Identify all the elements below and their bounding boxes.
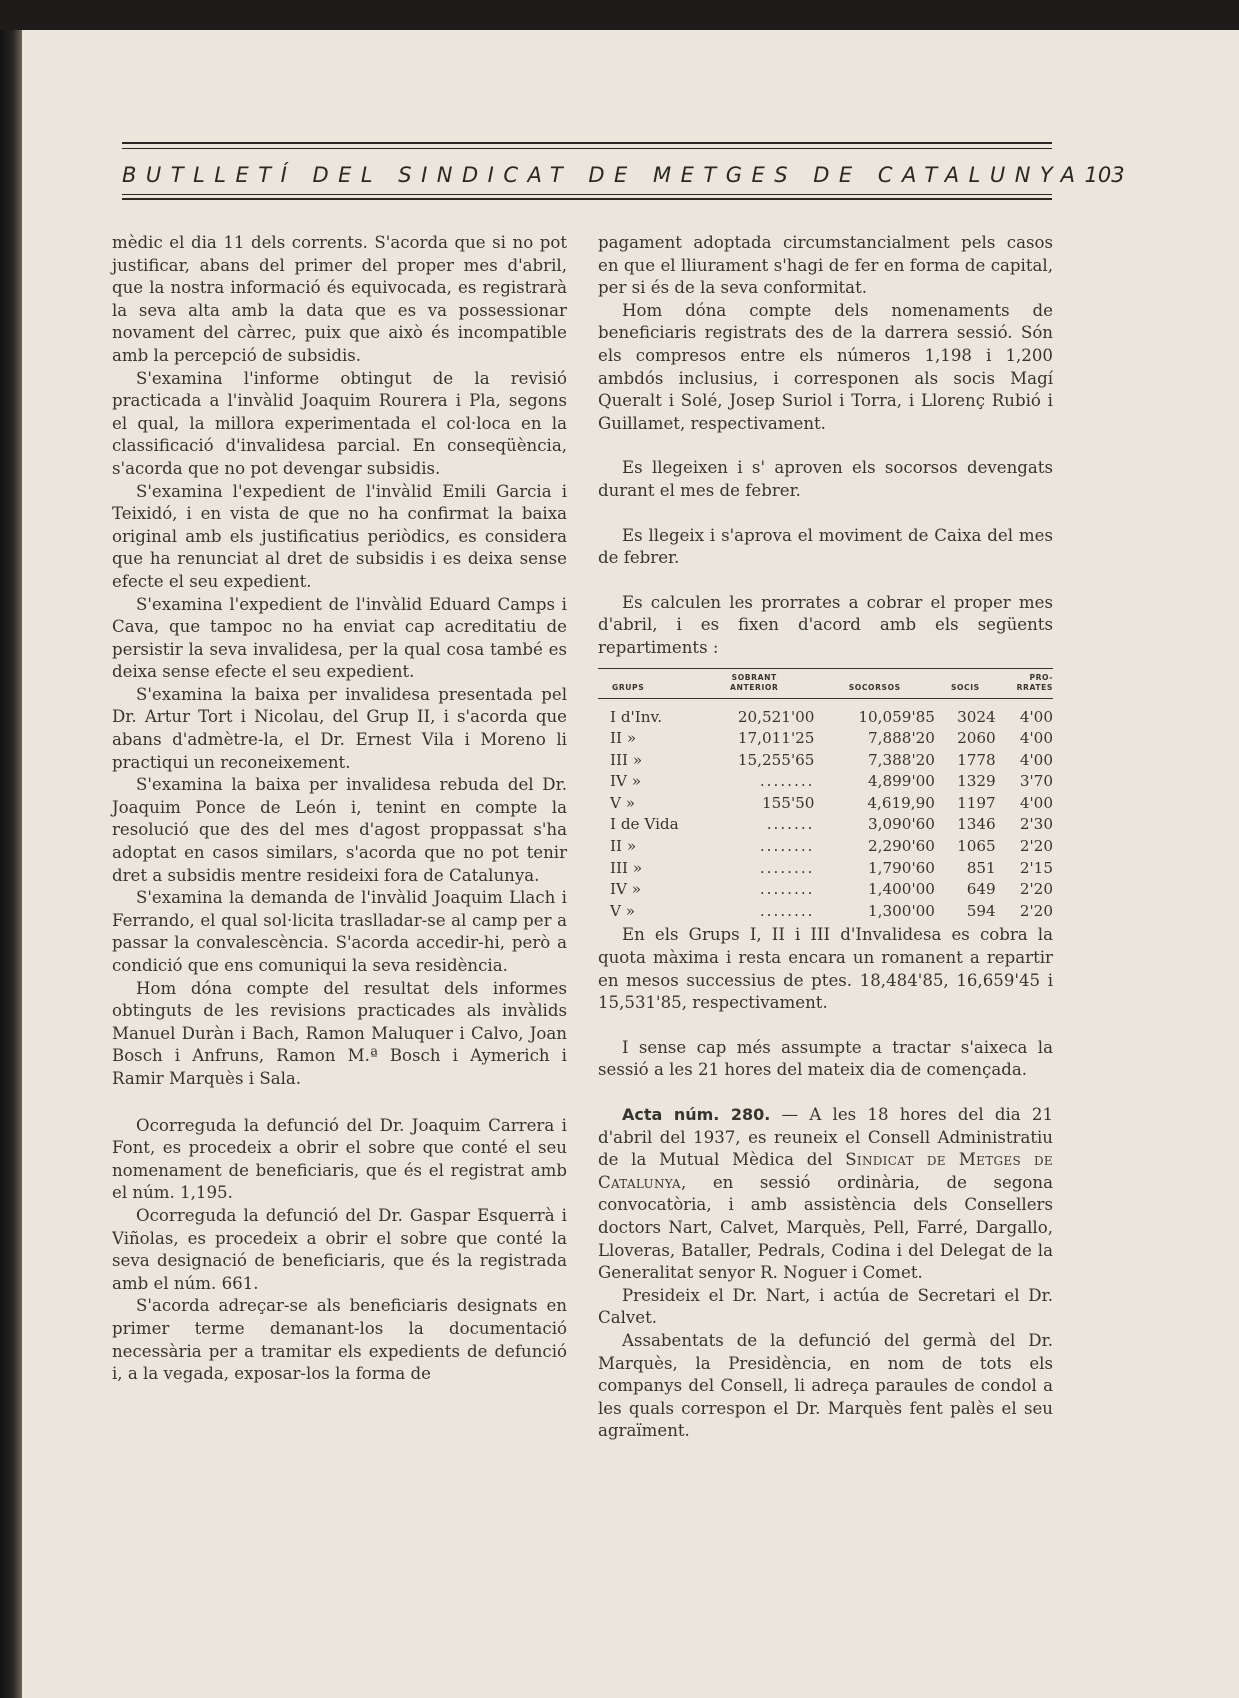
- socis-cell: 851: [966, 858, 996, 877]
- running-header: [122, 160, 1125, 190]
- paragraph: S'examina l'expedient de l'invàlid Emili Garcia i Teixidó, i en vista de que no ha confirmat la baixa original amb els justificatius periòdics, es considera que ha renunciat al dret de subsidis i es deixa sense efecte el seu expedient.: [112, 481, 567, 591]
- sobrant-cell: ........: [759, 772, 815, 791]
- grup-cell: IV »: [610, 880, 642, 899]
- grup-cell: III »: [610, 750, 643, 769]
- socis-cell: 1778: [957, 750, 996, 769]
- paragraph: S'examina l'expedient de l'invàlid Eduard Camps i Cava, que tampoc no ha enviat cap acreditatiu de persistir la seva invalidesa, per la qual cosa també es deixa sense efecte el seu expedient.: [112, 594, 567, 682]
- prorrata-cell: 3'70: [1019, 772, 1053, 791]
- socorsos-cell: 7,388'20: [867, 750, 935, 769]
- socorsos-cell: 4,619,90: [867, 793, 935, 812]
- paragraph: S'examina la baixa per invalidesa rebuda del Dr. Joaquim Ponce de León i, tenint en compte la resolució que des del mes d'agost proppassat s'ha adoptat en casos similars, s'acorda que no pot tenir dret a subsidis mentre resideixi fora de Catalunya.: [112, 775, 567, 885]
- socorsos-cell: 1,790'60: [867, 858, 935, 877]
- prorrata-cell: 2'20: [1019, 837, 1053, 856]
- socorsos-cell: 1,400'00: [867, 880, 935, 899]
- paragraph: S'acorda adreçar-se als beneficiaris designats en primer terme demanant-los la documentació necessària per a tramitar els expedients de defunció i, a la vegada, exposar-los la forma de: [112, 1296, 567, 1384]
- table-header-row: [598, 668, 1053, 698]
- header-rule-bottom-thin: [122, 194, 1052, 195]
- paragraph: Ocorreguda la defunció del Dr. Joaquim Carrera i Font, es procedeix a obrir el sobre que conté el seu nomenament de beneficiaris, que és el registrat amb el núm. 1,195.: [112, 1115, 567, 1203]
- sobrant-cell: ........: [759, 858, 815, 877]
- paragraph: Hom dóna compte del resultat dels informes obtinguts de les revisions practicades als invàlids Manuel Duràn i Bach, Ramon Maluquer i Calvo, Joan Bosch i Anfruns, Ramon M.ª Bosch i Aymerich i Ramir Marquès i Sala.: [112, 978, 567, 1088]
- table-row: [598, 901, 1053, 923]
- prorrata-cell: 4'00: [1019, 793, 1053, 812]
- table-row: [598, 750, 1053, 772]
- header-rule-top-thin: [122, 148, 1052, 149]
- grup-cell: V »: [610, 901, 636, 920]
- table-row: [598, 879, 1053, 901]
- header-grups: GRUPS: [598, 668, 694, 698]
- prorrata-cell: 2'20: [1019, 901, 1053, 920]
- table-row: [598, 793, 1053, 815]
- sobrant-cell: .......: [766, 815, 815, 834]
- paragraph: En els Grups I, II i III d'Invalidesa es cobra la quota màxima i resta encara un romanent a repartir en mesos successius de ptes. 18,484'85, 16,659'45 i 15,531'85, respectivament.: [598, 925, 1053, 1013]
- socorsos-cell: 7,888'20: [867, 729, 935, 748]
- prorrata-cell: 2'30: [1019, 815, 1053, 834]
- sobrant-cell: 155'50: [761, 793, 815, 812]
- paragraph: mèdic el dia 11 dels corrents. S'acorda que si no pot justificar, abans del primer del proper mes d'abril, que la nostra informació és equivocada, es registrarà la seva alta amb la data que es va possessionar novament del càrrec, puix que això és incompatible amb la percepció de subsidis.: [112, 233, 567, 365]
- right-column: [598, 232, 1053, 1443]
- socis-cell: 649: [966, 880, 996, 899]
- sobrant-cell: ........: [759, 837, 815, 856]
- sindicat-name: Sindicat de Metges de Catalunya: [598, 1150, 1053, 1192]
- left-column: [112, 232, 567, 1386]
- paragraph: S'examina la demanda de l'invàlid Joaquim Llach i Ferrando, el qual sol·licita traslladar-se al camp per a passar la convalescència. S'acorda accedir-hi, però a condició que ens comuniqui la seva residència.: [112, 888, 567, 975]
- socis-cell: 1346: [957, 815, 996, 834]
- table-row: [598, 728, 1053, 750]
- paragraph: Es calculen les prorrates a cobrar el proper mes d'abril, i es fixen d'acord amb els següents repartiments :: [598, 592, 1053, 657]
- table-row: [598, 858, 1053, 880]
- header-socis: SOCIS: [935, 668, 996, 698]
- socorsos-cell: 10,059'85: [858, 707, 935, 726]
- sobrant-cell: 20,521'00: [737, 707, 815, 726]
- paragraph: S'examina l'informe obtingut de la revisió practicada a l'invàlid Joaquim Rourera i Pla, segons el qual, la millora experimentada el col·loca en la classificació d'invalidesa parcial. En conseqüència, s'acorda que no pot devengar subsidis.: [112, 368, 567, 478]
- paragraph: Presideix el Dr. Nart, i actúa de Secretari el Dr. Calvet.: [598, 1285, 1053, 1328]
- socorsos-cell: 3,090'60: [867, 815, 935, 834]
- grup-cell: III »: [610, 858, 643, 877]
- sobrant-cell: ........: [759, 901, 815, 920]
- socis-cell: 2060: [957, 729, 996, 748]
- prorrata-cell: 4'00: [1019, 729, 1053, 748]
- paragraph: Assabentats de la defunció del germà del Dr. Marquès, la Presidència, en nom de tots els companys del Consell, li adreça paraules de condol a les quals correspon el Dr. Marquès fent palès el seu agraïment.: [598, 1330, 1053, 1441]
- paragraph: Es llegeixen i s' aproven els socorsos devengats durant el mes de febrer.: [598, 458, 1053, 500]
- prorrata-cell: 4'00: [1019, 750, 1053, 769]
- grup-cell: V »: [610, 793, 636, 812]
- grup-cell: I d'Inv.: [610, 707, 663, 726]
- grup-cell: I de Vida: [610, 815, 679, 834]
- prorrata-cell: 2'20: [1019, 880, 1053, 899]
- prorrata-cell: 2'15: [1019, 858, 1053, 877]
- acta-text: — A les 18 hores del dia 21 d'abril del 1937, es reuneix el Consell Administratiu de la Mutual Mèdica del: [598, 1105, 1053, 1170]
- socorsos-cell: 2,290'60: [867, 837, 935, 856]
- paragraph: Ocorreguda la defunció del Dr. Gaspar Esquerrà i Viñolas, es procedeix a obrir el sobre que conté la seva designació de beneficiaris, que és la registrada amb el núm. 661.: [112, 1205, 567, 1293]
- socis-cell: 1329: [957, 772, 996, 791]
- acta-label: Acta núm. 280.: [622, 1105, 771, 1124]
- grup-cell: II »: [610, 729, 637, 748]
- socis-cell: 594: [966, 901, 996, 920]
- grup-cell: II »: [610, 837, 637, 856]
- header-socorsos: SOCORSOS: [814, 668, 934, 698]
- acta-text-cont: , en sessió ordinària, de segona convocatòria, i amb assistència dels Consellers doctors Nart, Calvet, Marquès, Pell, Farré, Dargallo, Lloveras, Bataller, Pedrals, Codina i del Delegat de la Generalitat senyor R. Noguer i Comet.: [598, 1172, 1053, 1283]
- sobrant-cell: 15,255'65: [737, 750, 815, 769]
- page-number: 103: [1084, 163, 1125, 187]
- socorsos-cell: 1,300'00: [867, 901, 935, 920]
- table-row: [598, 771, 1053, 793]
- socis-cell: 1197: [957, 793, 996, 812]
- sobrant-cell: ........: [759, 880, 815, 899]
- socis-cell: 1065: [957, 837, 996, 856]
- paragraph: Es llegeix i s'aprova el moviment de Caixa del mes de febrer.: [598, 525, 1053, 568]
- table-row: [598, 814, 1053, 836]
- prorrata-cell: 4'00: [1019, 707, 1053, 726]
- socis-cell: 3024: [957, 707, 996, 726]
- journal-title: BUTLLETÍ DEL SINDICAT DE METGES DE CATALUNYA: [122, 163, 1085, 187]
- table-row: [598, 698, 1053, 728]
- book-gutter: [0, 30, 22, 1698]
- acta-paragraph: [598, 1104, 1053, 1285]
- header-rule-bottom: [122, 198, 1052, 200]
- sobrant-cell: 17,011'25: [737, 729, 815, 748]
- table-row: [598, 836, 1053, 858]
- paragraph: S'examina la baixa per invalidesa presentada pel Dr. Artur Tort i Nicolau, del Grup II, i s'acorda que abans d'admètre-la, el Dr. Ernest Vila i Moreno li practiqui un reconeixement.: [112, 684, 567, 772]
- header-prorrates: PRO- RRATES: [996, 668, 1053, 698]
- header-sobrant-anterior: SOBRANT ANTERIOR: [694, 668, 814, 698]
- paragraph: I sense cap més assumpte a tractar s'aixeca la sessió a les 21 hores del mateix dia de començada.: [598, 1037, 1053, 1080]
- socorsos-cell: 4,899'00: [867, 772, 935, 791]
- paragraph: Hom dóna compte dels nomenaments de beneficiaris registrats des de la darrera sessió. Són els compresos entre els números 1,198 i 1,200 ambdós inclusius, i corresponen als socis Magí Queralt i Solé, Josep Suriol i Torra, i Llorenç Rubió i Guillamet, respectivament.: [598, 300, 1053, 433]
- prorrates-table: [598, 668, 1053, 923]
- paragraph: pagament adoptada circumstancialment pels casos en que el lliurament s'hagi de fer en forma de capital, per si és de la seva conformitat.: [598, 233, 1053, 298]
- grup-cell: IV »: [610, 772, 642, 791]
- header-rule-top: [122, 142, 1052, 144]
